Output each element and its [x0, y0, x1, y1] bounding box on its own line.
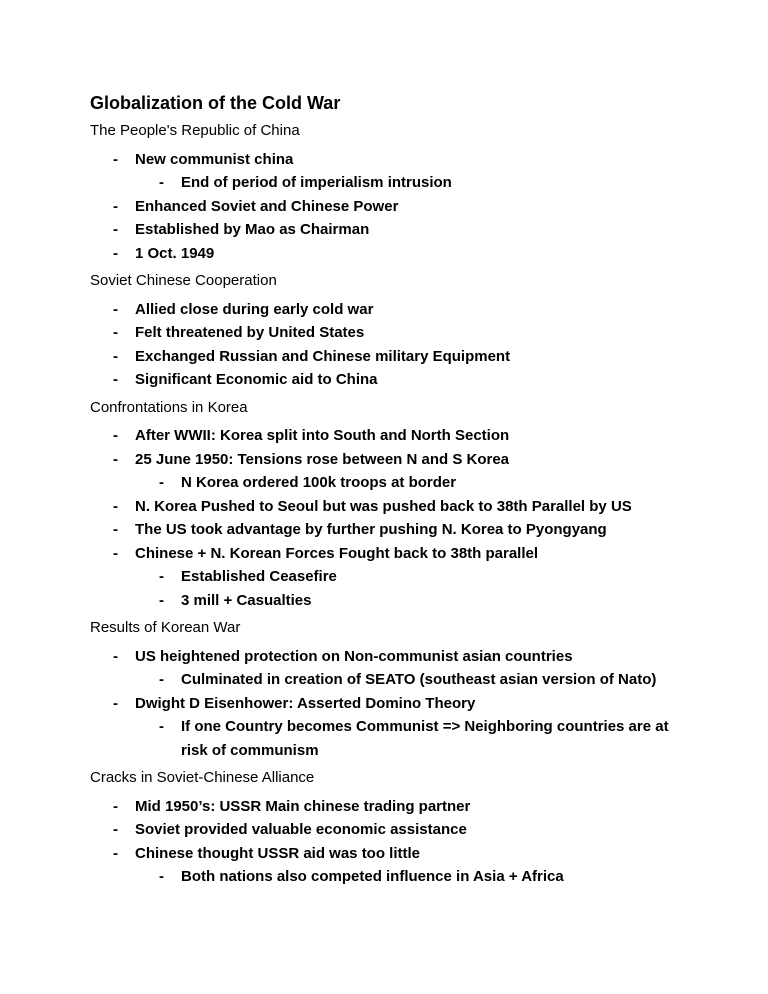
list-item	[90, 518, 690, 542]
bullet-dash: -	[113, 844, 118, 862]
list-item-text: Mid 1950’s: USSR Main chinese trading partner	[135, 797, 471, 815]
document	[90, 91, 690, 889]
list-item-text: Exchanged Russian and Chinese military Equipment	[135, 347, 511, 365]
list-item	[90, 195, 690, 219]
bullet-dash: -	[159, 474, 164, 491]
list-item-text: N. Korea Pushed to Seoul but was pushed back to 38th Parallel by US	[135, 497, 632, 515]
list-item	[90, 692, 690, 716]
bullet-dash: -	[113, 521, 118, 538]
list-item-text: 25 June 1950: Tensions rose between N and S Korea	[135, 450, 510, 468]
bullet-dash: -	[159, 174, 164, 191]
list-item-text: 3 mill + Casualties	[181, 591, 312, 609]
list-item-text: Established by Mao as Chairman	[135, 221, 370, 238]
list-item-text: The US took advantage by further pushing N. Korea to Pyongyang	[135, 521, 607, 538]
sub-list-item	[90, 668, 681, 692]
sub-list-item	[90, 715, 681, 762]
list-item	[90, 495, 690, 519]
list-item-text: N Korea ordered 100k troops at border	[181, 474, 457, 491]
list-item	[90, 542, 690, 566]
list-item-text: Allied close during early cold war	[135, 300, 374, 318]
section-heading: Results of Korean War	[90, 619, 241, 636]
bullet-dash: -	[159, 718, 164, 735]
bullet-dash: -	[113, 450, 118, 468]
sub-list-item	[90, 865, 681, 889]
list-item	[90, 424, 690, 448]
list-item-text: 1 Oct. 1949	[135, 244, 215, 262]
list-item	[90, 345, 690, 369]
list-item-text: Established Ceasefire	[181, 568, 337, 585]
list-item-text: Chinese thought USSR aid was too little	[135, 844, 421, 862]
bullet-dash: -	[113, 324, 118, 341]
section-heading: Cracks in Soviet-Chinese Alliance	[90, 769, 315, 786]
list-item-text: Enhanced Soviet and Chinese Power	[135, 197, 399, 215]
list-item-text: End of period of imperialism intrusion	[181, 174, 452, 191]
bullet-dash: -	[113, 300, 118, 318]
list-item-text: Felt threatened by United States	[135, 324, 365, 341]
list-item	[90, 368, 690, 392]
bullet-dash: -	[113, 647, 118, 665]
section-heading: Confrontations in Korea	[90, 398, 248, 416]
section-heading: Soviet Chinese Cooperation	[90, 272, 277, 289]
list-item-text: After WWII: Korea split into South and North Section	[135, 427, 510, 444]
bullet-dash: -	[159, 591, 164, 609]
list-item	[90, 218, 690, 242]
sub-list-item	[90, 565, 681, 589]
list-item	[90, 242, 690, 266]
bullet-dash: -	[159, 568, 164, 585]
list-item-text: Soviet provided valuable economic assistance	[135, 821, 467, 838]
list-item	[90, 795, 690, 819]
list-item	[90, 842, 690, 866]
sections	[90, 115, 690, 889]
sub-list-item	[90, 471, 681, 495]
list-item	[90, 321, 690, 345]
list-item-text: Dwight D Eisenhower: Asserted Domino Theory	[135, 694, 476, 712]
sub-list-item	[90, 589, 681, 613]
list-item-text: Culminated in creation of SEATO (southeast asian version of Nato)	[181, 671, 657, 688]
bullet-dash: -	[113, 544, 118, 562]
bullet-dash: -	[113, 197, 118, 215]
bullet-dash: -	[113, 821, 118, 838]
list-item-text: Chinese + N. Korean Forces Fought back to 38th parallel	[135, 544, 539, 562]
bullet-dash: -	[113, 244, 118, 262]
section-heading: The People's Republic of China	[90, 122, 300, 139]
list-item-text: New communist china	[135, 150, 294, 168]
document-title: Globalization of the Cold War	[90, 93, 341, 113]
bullet-dash: -	[113, 221, 118, 238]
list-item	[90, 448, 690, 472]
list-item	[90, 818, 690, 842]
list-item-text: US heightened protection on Non-communist asian countries	[135, 647, 573, 665]
bullet-dash: -	[113, 371, 118, 388]
bullet-dash: -	[113, 797, 118, 815]
bullet-dash: -	[113, 427, 118, 444]
sub-list-item	[90, 171, 681, 195]
bullet-dash: -	[113, 347, 118, 365]
bullet-dash: -	[113, 694, 118, 712]
list-item-text: If one Country becomes Communist => Neighboring countries are at risk of communism	[181, 718, 669, 759]
bullet-dash: -	[159, 671, 164, 688]
bullet-dash: -	[159, 868, 164, 885]
list-item-text: Both nations also competed influence in Asia + Africa	[181, 868, 564, 885]
list-item	[90, 645, 690, 669]
list-item	[90, 148, 690, 172]
list-item	[90, 298, 690, 322]
bullet-dash: -	[113, 497, 118, 515]
bullet-dash: -	[113, 150, 118, 168]
list-item-text: Significant Economic aid to China	[135, 371, 378, 388]
